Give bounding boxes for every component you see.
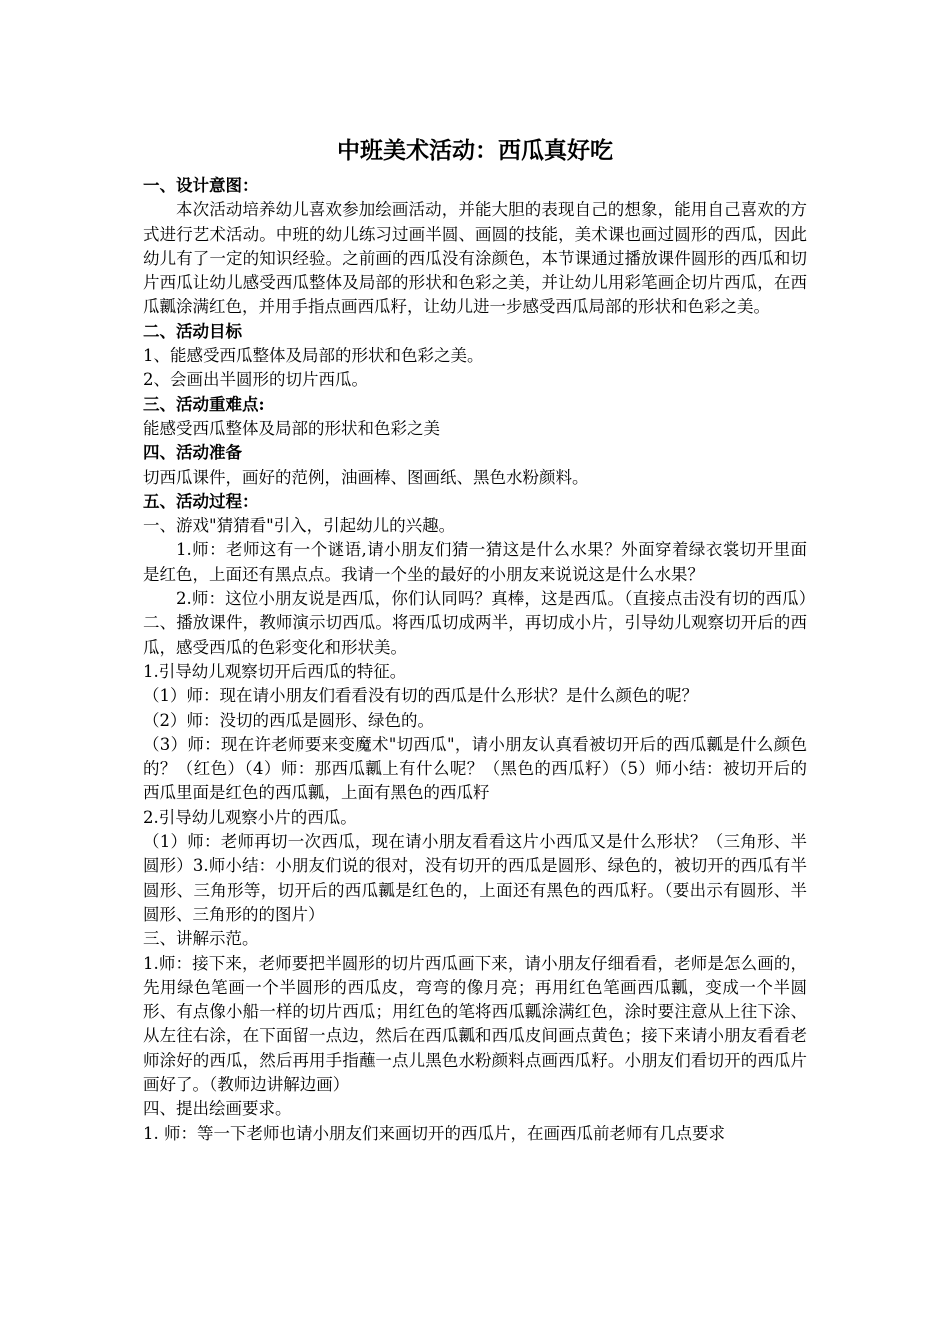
goal-item-2: 2、会画出半圆形的切片西瓜。 bbox=[143, 370, 368, 390]
section-heading-key-points: 三、活动重难点: bbox=[143, 394, 265, 414]
process-paragraph: （1）师：老师再切一次西瓜，现在请小朋友看看这片小西瓜又是什么形状？（三角形、半圆形）3.师小结：小朋友们说的很对，没有切开的西瓜是圆形、绿色的，被切开的西瓜有半圆形、三角形等，切开后的西瓜瓤是红色的，上面还有黑色的西瓜籽。（要出示有圆形、半圆形、三角形的的图片） bbox=[143, 832, 807, 924]
section-heading-preparation: 四、活动准备 bbox=[143, 443, 242, 463]
process-paragraph: （3）师：现在许老师要来变魔术"切西瓜"，请小朋友认真看被切开后的西瓜瓤是什么颜色的？（红色）（4）师：那西瓜瓤上有什么呢？（黑色的西瓜籽）（5）师小结：被切开后的西瓜里面是红色的西瓜瓤，上面有黑色的西瓜籽 bbox=[143, 734, 807, 803]
preparation-text: 切西瓜课件，画好的范例，油画棒、图画纸、黑色水粉颜料。 bbox=[143, 467, 589, 487]
section-heading-process: 五、活动过程： bbox=[143, 491, 259, 511]
section-heading-goals: 二、活动目标 bbox=[143, 321, 242, 341]
goal-item-1: 1、能感受西瓜整体及局部的形状和色彩之美。 bbox=[143, 346, 484, 366]
process-paragraph: 2.师：这位小朋友说是西瓜，你们认同吗？真棒，这是西瓜。（直接点击没有切的西瓜）二、播放课件，教师演示切西瓜。将西瓜切成两半，再切成小片，引导幼儿观察切开后的西瓜，感受西瓜的色彩变化和形状美。 bbox=[143, 589, 807, 657]
process-paragraph: 三、讲解示范。 bbox=[143, 929, 259, 949]
process-paragraph: 1.师：接下来，老师要把半圆形的切片西瓜画下来，请小朋友仔细看看，老师是怎么画的，先用绿色笔画一个半圆形的西瓜皮，弯弯的像月亮；再用红色笔画西瓜瓤，变成一个半圆形、有点像小船一样的切片西瓜；用红色的笔将西瓜瓤涂满红色，涂时要注意从上往下涂、从左往右涂，在下面留一点边，然后在西瓜瓤和西瓜皮间画点黄色；接下来请小朋友看看老师涂好的西瓜，然后再用手指蘸一点儿黑色水粉颜料点画西瓜籽。小朋友们看切开的西瓜片画好了。（教师边讲解边画） bbox=[143, 953, 807, 1094]
process-paragraph: 一、游戏"猜猜看"引入，引起幼儿的兴趣。 bbox=[143, 516, 456, 536]
design-intent-paragraph: 本次活动培养幼儿喜欢参加绘画活动，并能大胆的表现自己的想象，能用自己喜欢的方式进行艺术活动。中班的幼儿练习过画半圆、画圆的技能，美术课也画过圆形的西瓜，因此幼儿有了一定的知识经验。之前画的西瓜没有涂颜色，本节课通过播放课件圆形的西瓜和切片西瓜让幼儿感受西瓜整体及局部的形状和色彩之美，并让幼儿用彩笔画企切片西瓜，在西瓜瓤涂满红色，并用手指点画西瓜籽，让幼儿进一步感受西瓜局部的形状和色彩之美。 bbox=[143, 200, 807, 317]
key-points-text: 能感受西瓜整体及局部的形状和色彩之美 bbox=[143, 418, 440, 438]
process-paragraph: 1. 师：等一下老师也请小朋友们来画切开的西瓜片，在画西瓜前老师有几点要求 bbox=[143, 1123, 725, 1143]
section-heading-design-intent: 一、设计意图： bbox=[143, 176, 259, 195]
process-paragraph: 2.引导幼儿观察小片的西瓜。 bbox=[143, 807, 357, 827]
process-paragraph: 四、提出绘画要求。 bbox=[143, 1099, 292, 1119]
process-paragraph: 1.引导幼儿观察切开后西瓜的特征。 bbox=[143, 661, 407, 681]
document-page bbox=[143, 134, 807, 1146]
process-paragraph: 1.师：老师这有一个谜语,请小朋友们猜一猜这是什么水果？外面穿着绿衣裳切开里面是红色，上面还有黑点点。我请一个坐的最好的小朋友来说说这是什么水果？ bbox=[143, 540, 807, 584]
page-title: 中班美术活动：西瓜真好吃 bbox=[337, 137, 613, 164]
process-paragraph: （2）师：没切的西瓜是圆形、绿色的。 bbox=[143, 710, 434, 730]
process-paragraph: （1）师：现在请小朋友们看看没有切的西瓜是什么形状？是什么颜色的呢？ bbox=[143, 686, 698, 706]
